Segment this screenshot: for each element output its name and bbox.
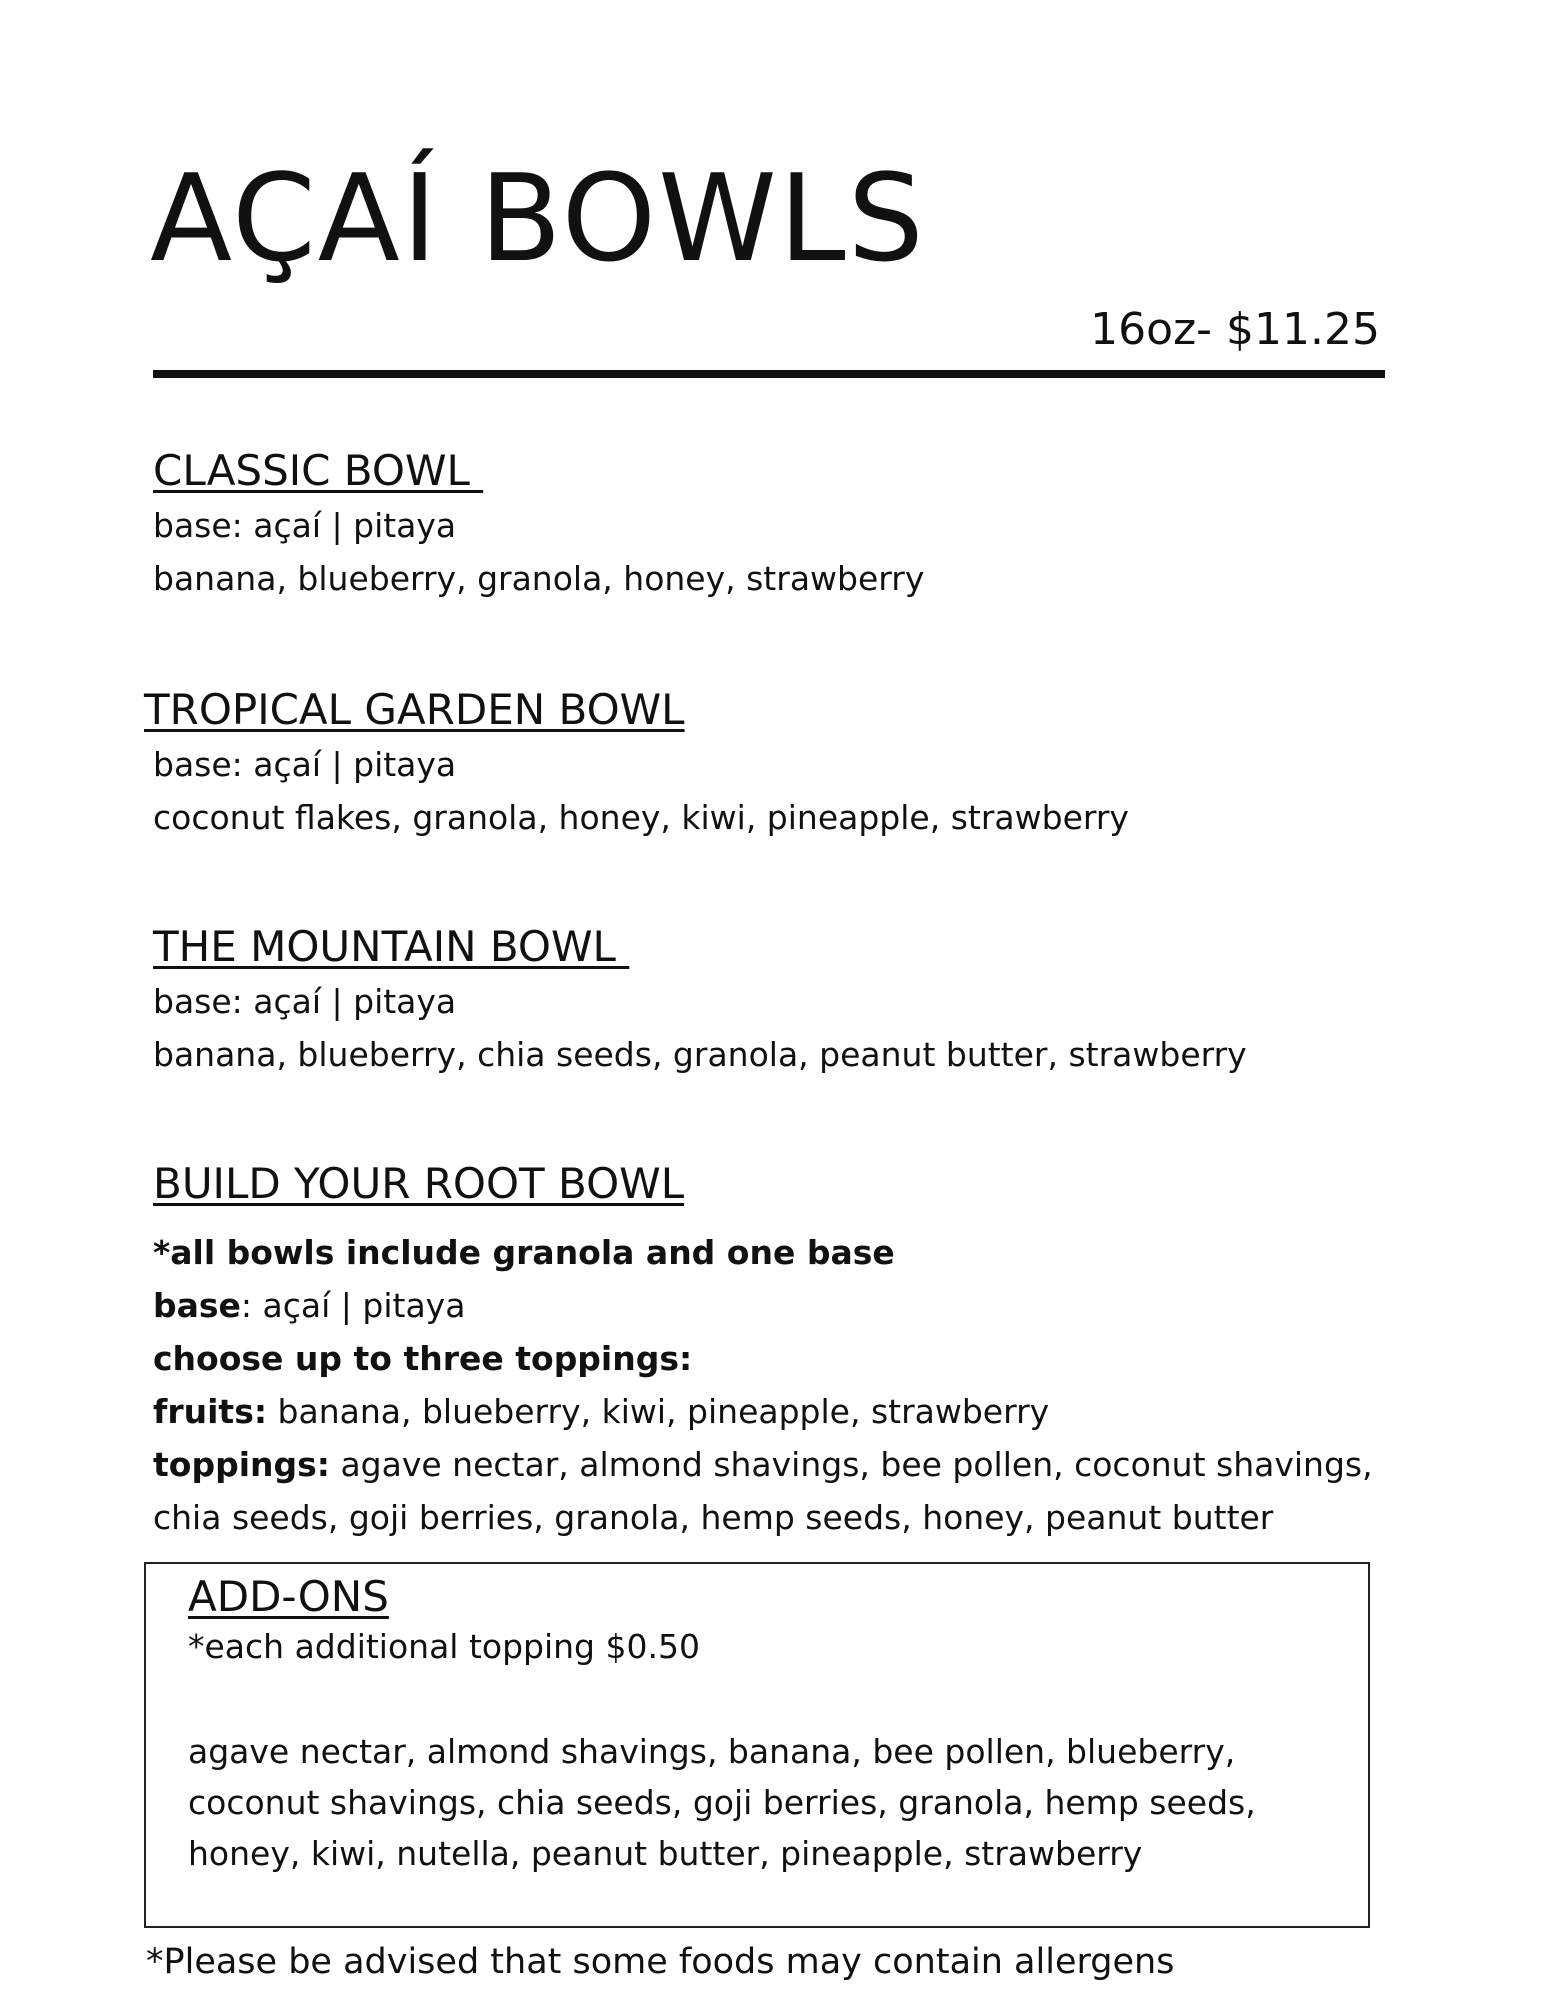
build-bowl-toppings-continued: chia seeds, goji berries, granola, hemp seeds, honey, peanut butter (153, 1498, 1274, 1537)
toppings-value: agave nectar, almond shavings, bee pollen, coconut shavings, (329, 1445, 1373, 1484)
addons-line: honey, kiwi, nutella, peanut butter, pineapple, strawberry (188, 1834, 1143, 1873)
build-bowl-title: BUILD YOUR ROOT BOWL (153, 1159, 685, 1208)
header-divider (153, 370, 1385, 378)
base-label: base (153, 1286, 241, 1325)
tropical-bowl-section (144, 682, 1374, 844)
toppings-label: toppings: (153, 1445, 330, 1484)
build-bowl-fruits (153, 1385, 1383, 1438)
build-bowl-section (153, 1156, 1383, 1544)
mountain-bowl-ingredients: banana, blueberry, chia seeds, granola, peanut butter, strawberry (153, 1035, 1247, 1074)
classic-bowl-ingredients: banana, blueberry, granola, honey, strawberry (153, 559, 925, 598)
addons-header (188, 1570, 700, 1670)
addons-line: coconut shavings, chia seeds, goji berries, granola, hemp seeds, (188, 1783, 1256, 1822)
classic-bowl-section (153, 443, 1383, 605)
classic-bowl-title: CLASSIC BOWL (153, 446, 484, 495)
build-bowl-toppings (153, 1438, 1383, 1491)
mountain-bowl-base: base: açaí | pitaya (153, 982, 457, 1021)
build-bowl-note: *all bowls include granola and one base (153, 1233, 895, 1272)
addons-title: ADD-ONS (188, 1572, 389, 1621)
mountain-bowl-title: THE MOUNTAIN BOWL (153, 922, 630, 971)
tropical-bowl-base: base: açaí | pitaya (153, 745, 457, 784)
base-value: : açaí | pitaya (240, 1286, 466, 1325)
build-bowl-base (153, 1279, 1383, 1332)
mountain-bowl-section (153, 919, 1383, 1081)
build-bowl-choose: choose up to three toppings: (153, 1339, 693, 1378)
addons-list (188, 1726, 1256, 1879)
addons-box (144, 1562, 1370, 1928)
fruits-value: banana, blueberry, kiwi, pineapple, strawberry (267, 1392, 1050, 1431)
allergen-footnote: *Please be advised that some foods may contain allergens (146, 1942, 1175, 1982)
addons-note: *each additional topping $0.50 (188, 1627, 700, 1666)
classic-bowl-base: base: açaí | pitaya (153, 506, 457, 545)
menu-title: AÇAÍ BOWLS (150, 150, 926, 289)
size-price: 16oz- $11.25 (1090, 304, 1380, 355)
tropical-bowl-ingredients: coconut flakes, granola, honey, kiwi, pineapple, strawberry (153, 798, 1129, 837)
addons-line: agave nectar, almond shavings, banana, bee pollen, blueberry, (188, 1732, 1236, 1771)
fruits-label: fruits: (153, 1392, 268, 1431)
tropical-bowl-title: TROPICAL GARDEN BOWL (144, 685, 685, 734)
